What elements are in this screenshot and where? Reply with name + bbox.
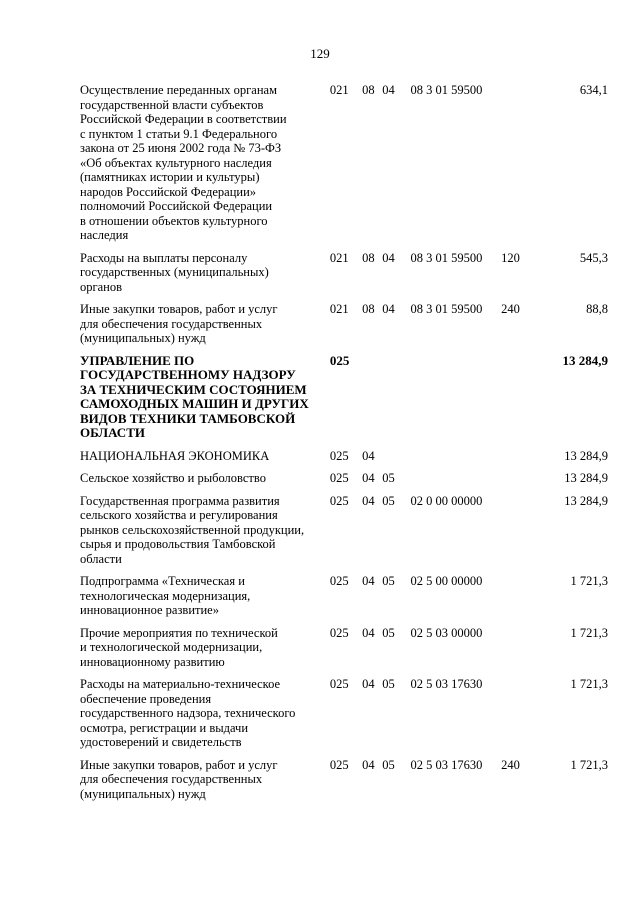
item-name [80,758,330,810]
section-code: 04 [362,471,375,485]
subsection-code [382,354,410,449]
budget-row [80,449,608,472]
subsection-code: 05 [382,574,395,588]
budget-table [80,83,608,809]
expense-type-code [501,494,541,575]
subsection-code: 05 [382,625,395,640]
item-name-line: наследия [80,228,129,242]
item-name-line: Осуществление переданных органам [80,83,277,97]
item-name-line: сырья и продовольствия Тамбовской [80,537,276,551]
item-name-line: с пунктом 1 статьи 9.1 Федерального [80,126,278,141]
subsection-code: 04 [382,83,395,97]
item-name-line: (памятниках истории и культуры) [80,170,260,184]
target-article-code: 08 3 01 59500 [410,83,483,97]
item-name [80,354,330,449]
item-name-line: инновационному развитию [80,654,225,669]
amount: 13 284,9 [564,471,608,485]
amount: 634,1 [579,83,608,97]
section-code: 08 [362,302,375,316]
target-article-code: 02 5 03 00000 [410,625,483,640]
amount: 13 284,9 [564,448,608,463]
item-name-line: УПРАВЛЕНИЕ ПО [80,352,195,368]
budget-row [80,83,608,251]
department-code: 025 [329,448,349,463]
expense-type-code [501,354,541,449]
item-name-line: удостоверений и свидетельств [80,735,242,749]
section-code: 04 [362,677,375,691]
amount: 545,3 [579,250,608,265]
item-name-line: в отношении объектов культурного [80,213,268,228]
item-name-line: сельского хозяйства и регулирования [80,508,278,522]
department-code: 025 [329,493,349,508]
department-code: 021 [329,83,349,97]
target-article-code: 08 3 01 59500 [410,302,483,316]
budget-row [80,494,608,575]
item-name-line: НАЦИОНАЛЬНАЯ ЭКОНОМИКА [80,448,270,463]
budget-row [80,758,608,810]
department-code: 025 [329,574,349,588]
department-code: 025 [329,471,349,485]
item-name [80,471,330,494]
expense-type-code: 240 [501,302,520,316]
department-code: 025 [329,757,349,772]
item-name-line: осмотра, регистрации и выдачи [80,720,249,735]
budget-row [80,251,608,303]
section-code: 04 [362,757,375,772]
item-name-line: органов [80,279,123,294]
item-name-line: Подпрограмма «Техническая и [80,574,245,588]
section-code: 08 [362,250,375,265]
subsection-code: 05 [382,493,395,508]
item-name-line: ГОСУДАРСТВЕННОМУ НАДЗОРУ [80,367,296,382]
target-article-code: 02 5 00 00000 [410,574,483,588]
amount: 88,8 [586,302,608,316]
budget-row [80,626,608,678]
target-article-code: 02 5 03 17630 [410,677,483,691]
item-name-line: Российской Федерации в соответствии [80,112,287,126]
item-name-line: Государственная программа развития [80,493,280,508]
budget-table-body [80,83,608,809]
department-code: 025 [329,677,349,691]
expense-type-code [501,471,541,494]
amount: 1 721,3 [570,677,608,691]
item-name-line: Прочие мероприятия по технической [80,625,278,640]
item-name-line: Сельское хозяйство и рыболовство [80,471,266,485]
amount: 1 721,3 [570,757,608,772]
section-code [362,354,382,449]
subsection-code: 04 [382,250,395,265]
item-name-line: Иные закупки товаров, работ и услуг [80,757,278,772]
item-name [80,449,330,472]
item-name-line: обеспечение проведения [80,691,212,706]
item-name-line: «Об объектах культурного наследия [80,155,272,170]
expense-type-code [501,449,541,472]
subsection-code: 05 [382,471,395,485]
section-code: 04 [362,574,375,588]
item-name-line: полномочий Российской Федерации [80,199,273,213]
item-name [80,83,330,251]
item-name-line: ОБЛАСТИ [80,425,145,440]
budget-row [80,471,608,494]
item-name-line: государственной власти субъектов [80,97,264,112]
budget-row [80,677,608,758]
expense-type-code [501,83,541,251]
item-name [80,574,330,626]
amount: 1 721,3 [570,574,608,588]
amount: 13 284,9 [564,493,608,508]
section-code: 08 [362,83,375,97]
expense-type-code [501,677,541,758]
expense-type-code: 240 [501,757,520,772]
item-name-line: рынков сельскохозяйственной продукции, [80,522,305,537]
item-name-line: Расходы на материально-техническое [80,677,281,691]
item-name-line: государственных (муниципальных) [80,265,269,279]
section-code: 04 [362,493,375,508]
amount: 13 284,9 [562,352,608,368]
item-name-line: народов Российской Федерации» [80,184,257,199]
target-article-code: 08 3 01 59500 [410,250,483,265]
item-name-line: и технологической модернизации, [80,640,263,654]
item-name-line: Расходы на выплаты персоналу [80,250,248,265]
target-article-code [410,354,501,449]
target-article-code [410,471,501,494]
expense-type-code: 120 [501,250,520,265]
item-name-line: (муниципальных) нужд [80,331,206,345]
item-name-line: технологическая модернизация, [80,588,251,603]
target-article-code: 02 0 00 00000 [410,493,483,508]
item-name-line: для обеспечения государственных [80,316,263,331]
budget-row [80,354,608,449]
item-name-line: (муниципальных) нужд [80,786,206,801]
item-name-line: САМОХОДНЫХ МАШИН И ДРУГИХ [80,396,309,411]
budget-row [80,302,608,354]
department-code: 025 [329,625,349,640]
target-article-code [410,449,501,472]
subsection-code: 05 [382,757,395,772]
subsection-code: 05 [382,677,395,691]
item-name [80,302,330,354]
item-name [80,251,330,303]
item-name [80,494,330,575]
item-name [80,677,330,758]
expense-type-code [501,626,541,678]
item-name [80,626,330,678]
department-code: 021 [329,250,349,265]
page-number: 129 [310,46,330,61]
item-name-line: государственного надзора, технического [80,706,296,720]
item-name-line: инновационное развитие» [80,603,219,617]
item-name-line: ВИДОВ ТЕХНИКИ ТАМБОВСКОЙ [80,410,296,426]
budget-row [80,574,608,626]
subsection-code: 04 [382,302,395,316]
department-code: 021 [329,302,349,316]
item-name-line: для обеспечения государственных [80,772,263,786]
section-code: 04 [362,625,375,640]
expense-type-code [501,574,541,626]
department-code: 025 [329,352,350,368]
item-name-line: Иные закупки товаров, работ и услуг [80,302,278,316]
target-article-code: 02 5 03 17630 [410,757,483,772]
section-code: 04 [362,448,375,463]
item-name-line: ЗА ТЕХНИЧЕСКИМ СОСТОЯНИЕМ [80,381,307,397]
item-name-line: области [80,551,122,566]
amount: 1 721,3 [570,625,608,640]
subsection-code [382,449,410,472]
item-name-line: закона от 25 июня 2002 года № 73-ФЗ [80,141,282,155]
